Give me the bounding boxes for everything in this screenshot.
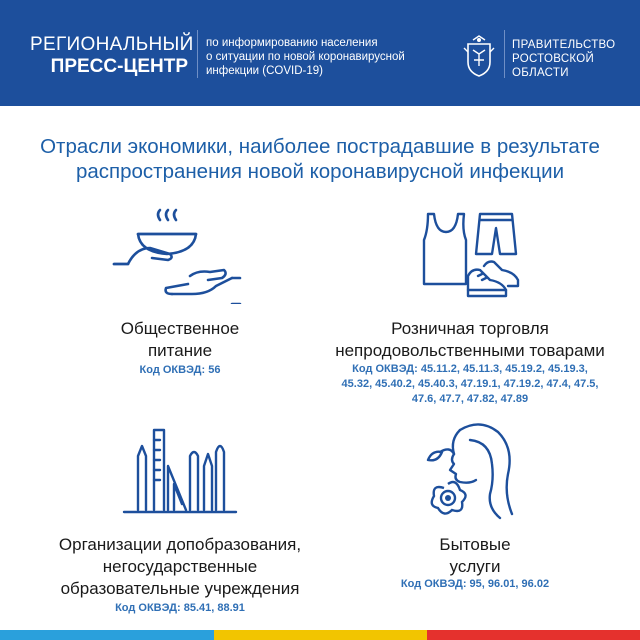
header-banner [0,0,640,106]
hands-bowl-icon [112,208,242,304]
okved-code [60,363,300,378]
government-label [512,38,615,80]
okved-code [312,362,628,407]
flag-stripe-yellow [214,630,427,640]
sector-title-line: образовательные учреждения [60,579,300,598]
sector-title [360,534,590,578]
sector-title-line: Бытовые [439,535,511,554]
subtitle-line: инфекции (COVID-19) [206,65,323,77]
gov-line: РОСТОВСКОЙ [512,53,595,65]
brand-line2: ПРЕСС-ЦЕНТР [50,56,188,77]
coat-of-arms-icon [462,34,496,78]
sector-title-line: Общественное [120,319,240,338]
gov-line: ОБЛАСТИ [512,67,569,79]
subtitle-line: по информированию населения [206,37,378,49]
sector-title [300,318,640,362]
sector-title-line: негосударственные [102,557,258,576]
sector-title [20,534,340,600]
press-center-subtitle [206,36,446,78]
divider [197,30,198,78]
title-line: Отрасли экономики, наиболее пострадавшие в результате [40,135,600,158]
sector-title-line: услуги [449,557,501,576]
flag-stripe-red [427,630,640,640]
gov-line: ПРАВИТЕЛЬСТВО [512,39,616,51]
divider [504,30,505,78]
okved-code [360,577,590,592]
okved-code [60,601,300,616]
okved-line: Код ОКВЭД: 95, 96.01, 96.02 [400,578,550,590]
sector-title-line: Организации допобразования, [58,535,302,554]
page-title [0,134,640,184]
woman-flower-icon [420,420,520,524]
brand-line1: РЕГИОНАЛЬНЫЙ [30,34,194,55]
press-center-logo [30,34,194,78]
flag-stripe-blue [0,630,214,640]
okved-line: 45.32, 45.40.2, 45.40.3, 47.19.1, 47.19.2, 47.4, 47.5, [341,378,599,390]
okved-line: Код ОКВЭД: 56 [139,364,221,376]
sector-title-line: непродовольственными товарами [335,341,605,360]
clothes-sneakers-icon [418,210,522,302]
subtitle-line: о ситуации по новой коронавирусной [206,51,405,63]
sector-title-line: питание [147,341,213,360]
sector-title [60,318,300,362]
okved-line: Код ОКВЭД: 45.11.2, 45.11.3, 45.19.2, 45.19.3, [352,363,588,375]
okved-line: 47.6, 47.7, 47.82, 47.89 [411,393,529,405]
school-supplies-icon [120,426,240,516]
sector-title-line: Розничная торговля [391,319,549,338]
okved-line: Код ОКВЭД: 85.41, 88.91 [115,602,245,614]
title-line: распространения новой коронавирусной инфекции [75,160,565,183]
